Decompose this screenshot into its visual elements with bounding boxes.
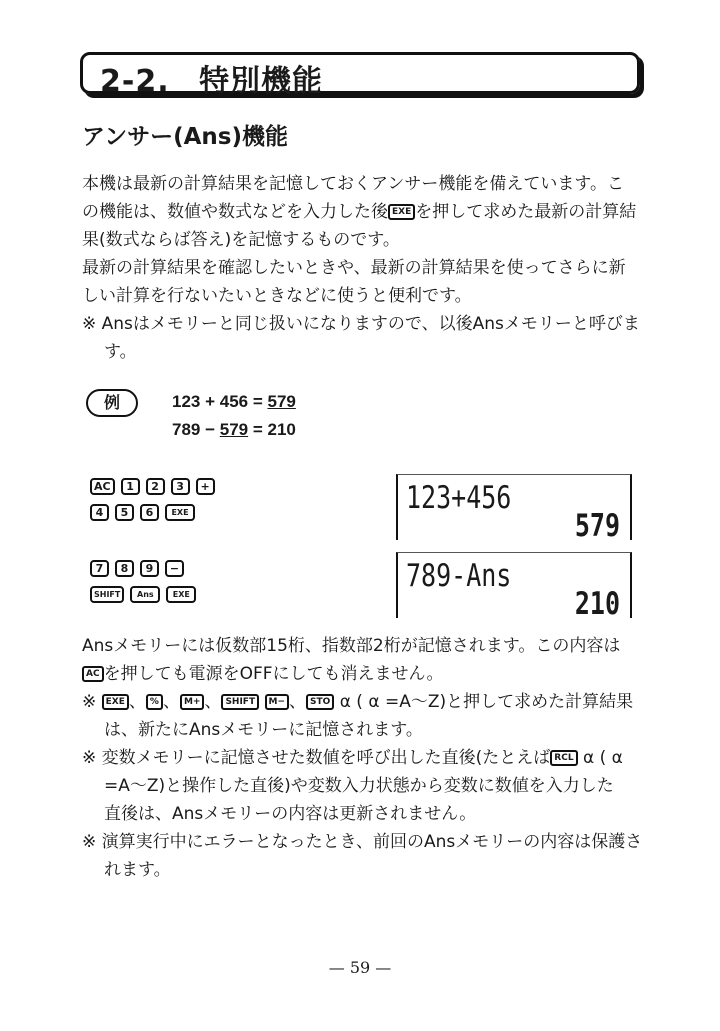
body-text: を押しても電源をOFFにしても消えません。 [103, 664, 444, 684]
key-1-icon: 1 [121, 478, 140, 495]
percent-key-icon: % [146, 694, 163, 710]
section-number: 2-2. [100, 64, 170, 99]
body-line: Ansメモリーには仮数部15桁、指数部2桁が記憶されます。この内容は [82, 636, 621, 656]
ans-memory-paragraph [82, 632, 652, 884]
note-text: ※ 変数メモリーに記憶させた数値を呼び出した直後(たとえば [82, 748, 551, 768]
expr-text: 789 − [172, 420, 220, 439]
key-8-icon: 8 [115, 560, 134, 577]
note-line: は、新たにAnsメモリーに記憶されます。 [104, 720, 423, 740]
note-mark: ※ [82, 692, 102, 712]
key-4-icon: 4 [90, 504, 109, 521]
display-result: 579 [574, 507, 620, 544]
intro-line: 果(数式ならば答え)を記憶するものです。 [82, 230, 400, 250]
intro-line: 最新の計算結果を確認したいときや、最新の計算結果を使ってさらに新 [82, 258, 626, 278]
minus-key-icon: − [165, 560, 184, 577]
note-text: α ( α [582, 748, 623, 768]
key-7-icon: 7 [90, 560, 109, 577]
display-result: 210 [574, 585, 620, 622]
expr-ans: 579 [219, 420, 249, 439]
exe-key-icon: EXE [166, 586, 196, 603]
expr-result: 579 [267, 392, 296, 411]
intro-text: を押して求めた最新の計算結 [415, 202, 637, 222]
display-input: 123+456 [406, 479, 512, 516]
ac-key-icon: AC [90, 478, 115, 495]
expr-text: 123 + 456 = [172, 392, 268, 411]
ans-key-icon: Ans [130, 586, 160, 603]
key-3-icon: 3 [171, 478, 190, 495]
sto-key-icon: STO [306, 694, 334, 710]
note-line: ※ Ansはメモリーと同じ扱いになりますので、以後Ansメモリーと呼びま [82, 314, 640, 334]
section-title [100, 56, 323, 100]
calculator-display-2 [396, 552, 632, 622]
intro-paragraph [82, 170, 642, 366]
note-text: α ( α =A〜Z)と押して求めた計算結果 [339, 692, 634, 712]
note-line: ※ EXE 、 % 、 M+ 、 SHIFT M− 、 STO α ( α =A〜Z)と押して求めた計算結果 [82, 692, 634, 712]
note-line: す。 [104, 342, 137, 362]
intro-text: の機能は、数値や数式などを入力した後 [82, 202, 388, 222]
intro-line: 本機は最新の計算結果を記憶しておくアンサー機能を備えています。こ [82, 174, 624, 194]
intro-line [82, 198, 642, 226]
key-sequence-2 [90, 560, 184, 577]
m-minus-key-icon: M− [265, 694, 290, 710]
plus-key-icon: + [196, 478, 215, 495]
section-name: 特別機能 [199, 64, 324, 99]
key-sequence-1b [90, 504, 195, 521]
note-line: =A〜Z)と操作した直後)や変数入力状態から変数に数値を入力した [104, 776, 614, 796]
expr-text: = 210 [248, 420, 296, 439]
rcl-key-icon: RCL [550, 750, 577, 766]
display-input: 789-Ans [406, 557, 512, 594]
key-2-icon: 2 [146, 478, 165, 495]
ac-key-icon: AC [82, 666, 104, 682]
key-6-icon: 6 [140, 504, 159, 521]
example-badge: 例 [86, 389, 138, 417]
m-plus-key-icon: M+ [180, 694, 205, 710]
shift-key-icon: SHIFT [221, 694, 259, 710]
page-number: — 59 — [328, 958, 392, 977]
calculator-display-1 [396, 474, 632, 544]
exe-key-icon: EXE [165, 504, 195, 521]
exe-key-icon: EXE [388, 204, 415, 220]
shift-key-icon: SHIFT [90, 586, 124, 603]
key-9-icon: 9 [140, 560, 159, 577]
intro-line: しい計算を行ないたいときなどに使うと便利です。 [82, 286, 472, 306]
example-expression-1 [172, 392, 296, 412]
note-line [82, 744, 652, 772]
key-sequence-2b [90, 586, 196, 603]
example-expression-2 [172, 420, 296, 440]
exe-key-icon: EXE [102, 694, 129, 710]
note-line: ※ 演算実行中にエラーとなったとき、前回のAnsメモリーの内容は保護さ [82, 832, 643, 852]
note-line: 直後は、Ansメモリーの内容は更新されません。 [104, 804, 477, 824]
note-line: れます。 [104, 860, 171, 880]
body-line [82, 660, 652, 688]
page-heading: アンサー(Ans)機能 [82, 124, 288, 150]
key-sequence-1 [90, 478, 215, 495]
key-5-icon: 5 [115, 504, 134, 521]
